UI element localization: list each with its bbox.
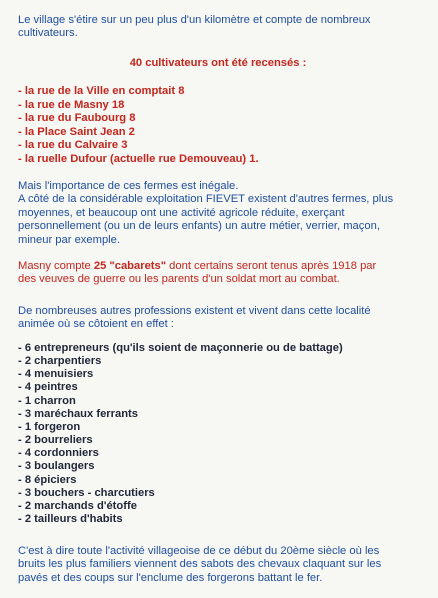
street-item: - la ruelle Dufour (actuelle rue Demouveau) 1. (18, 152, 259, 165)
cabarets-line (18, 260, 418, 273)
street-item: - la rue du Faubourg 8 (18, 112, 136, 125)
conclusion-paragraph (18, 545, 418, 585)
farms-line: mineur par exemple. (18, 233, 120, 246)
street-list (18, 85, 418, 167)
profession-item: - 8 épiciers (18, 473, 77, 486)
cabarets-count: 25 "cabarets" (93, 260, 167, 272)
profession-list (18, 342, 418, 526)
professions-intro-line: animée où se côtoient en effet : (18, 318, 174, 331)
intro-line: cultivateurs. (18, 27, 78, 40)
conclusion-line: bruits les plus familiers viennent des sabots des chevaux claquant sur les (18, 558, 382, 571)
conclusion-line: C'est à dire toute l'activité villageoise de ce début du 20ème siècle où les (18, 545, 380, 557)
cabarets-line: des veuves de guerre ou les parents d'un soldat mort au combat. (18, 273, 340, 286)
intro-paragraph (18, 14, 418, 41)
profession-item: - 2 marchands d'étoffe (18, 499, 137, 512)
professions-intro-line: De nombreuses autres professions existent et vivent dans cette localité (18, 305, 371, 317)
profession-item: - 4 peintres (18, 381, 78, 394)
profession-item: - 3 boulangers (18, 460, 95, 473)
profession-item: - 2 bourreliers (18, 434, 93, 447)
street-item: - la rue de Masny 18 (18, 98, 125, 111)
profession-item: - 3 bouchers - charcutiers (18, 486, 155, 499)
farms-line: moyennes, et beaucoup ont une activité agricole réduite, exerçant (18, 206, 345, 219)
census-heading: 40 cultivateurs ont été recensés : (129, 57, 307, 69)
professions-intro (18, 305, 418, 332)
cabarets-prefix: Masny compte (18, 260, 94, 272)
street-item: - la rue de la Ville en comptait 8 (18, 85, 185, 97)
cabarets-suffix: dont certains seront tenus après 1918 par (166, 260, 377, 272)
profession-item: - 2 tailleurs d'habits (18, 513, 123, 526)
profession-item: - 4 cordonniers (18, 447, 99, 460)
farms-line: Mais l'importance de ces fermes est inégale. (18, 180, 239, 192)
farms-line: personnellement (ou un de leurs enfants) un autre métier, verrier, maçon, (18, 220, 380, 233)
profession-item: - 6 entrepreneurs (qu'ils soient de maçonnerie ou de battage) (18, 342, 343, 354)
profession-item: - 3 maréchaux ferrants (18, 407, 139, 420)
profession-item: - 1 forgeron (18, 420, 81, 433)
farms-line: A côté de la considérable exploitation FIEVET existent d'autres fermes, plus (18, 193, 394, 206)
cabarets-paragraph (18, 260, 418, 287)
profession-item: - 4 menuisiers (18, 368, 94, 381)
conclusion-line: pavés et des coups sur l'enclume des forgerons battant le fer. (18, 571, 323, 584)
intro-line: Le village s'étire sur un peu plus d'un kilomètre et compte de nombreux (18, 14, 371, 26)
farms-paragraph (18, 180, 418, 247)
street-item: - la rue du Calvaire 3 (18, 139, 128, 152)
street-item: - la Place Saint Jean 2 (18, 125, 135, 138)
profession-item: - 1 charron (18, 394, 76, 407)
profession-item: - 2 charpentiers (18, 355, 102, 368)
